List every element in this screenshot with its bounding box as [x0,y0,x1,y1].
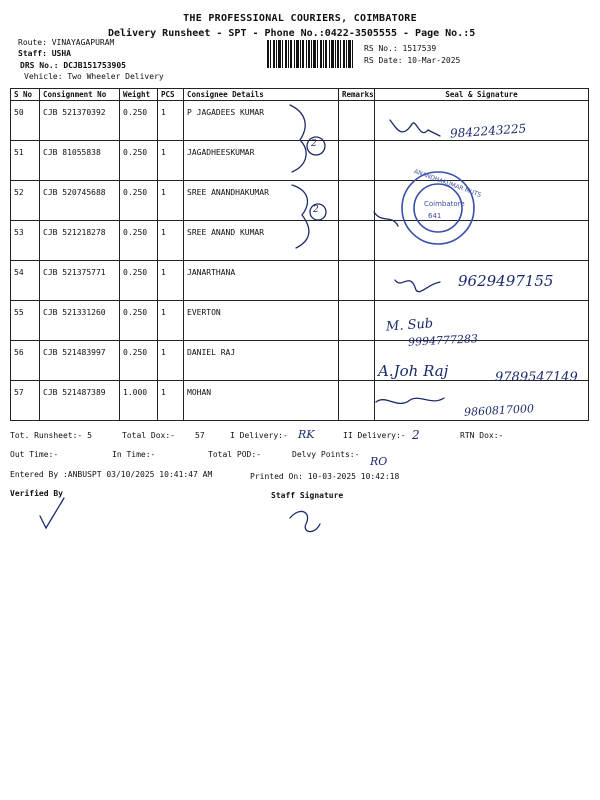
stamp-text: ANANDHAKUMAR MUTS [412,168,483,199]
staff: Staff: USHA [18,49,71,58]
cell-consignment: CJB 521483997 [40,341,120,381]
out-time-label: Out Time:- [10,450,59,459]
handwritten-phone-4: 9789547149 [495,370,578,385]
cell-seal-signature [375,221,589,261]
table-row [11,141,589,181]
col-weight: Weight [120,89,158,101]
col-sno: S No [11,89,40,101]
cell-sno: 53 [11,221,40,261]
ii-delivery-value: 2 [412,428,420,442]
rtn-dox-label: RTN Dox:- [460,431,504,440]
cell-pcs: 1 [158,341,184,381]
handwritten-phone-5: 9860817000 [463,402,535,419]
cell-weight: 0.250 [120,221,158,261]
entered-by: Entered By :ANBUSPT 03/10/2025 10:41:47 AM [10,470,213,479]
cell-sno: 52 [11,181,40,221]
in-time-label: In Time:- [112,450,156,459]
cell-pcs: 1 [158,261,184,301]
table-row [11,301,589,341]
handwritten-phone-2: 9629497155 [458,272,554,290]
cell-sno: 55 [11,301,40,341]
rs-date: RS Date: 10-Mar-2025 [364,56,461,65]
cell-consignment: CJB 521370392 [40,101,120,141]
cell-remarks [339,261,375,301]
handwritten-name-56: A.Joh Raj [378,362,449,380]
delvy-points-label: Delvy Points:- [292,450,360,459]
tot-runsheet: Tot. Runsheet:- 5 [10,431,92,440]
cell-pcs: 1 [158,301,184,341]
cell-weight: 0.250 [120,341,158,381]
cell-remarks [339,221,375,261]
cell-pcs: 1 [158,181,184,221]
vehicle: Vehicle: Two Wheeler Delivery [24,72,164,81]
cell-weight: 0.250 [120,141,158,181]
handwritten-phone-1: 9842243225 [449,121,527,141]
delvy-points-value: RO [370,455,388,468]
cell-remarks [339,301,375,341]
staff-signature-label: Staff Signature [271,491,344,500]
rs-number: RS No.: 1517539 [364,44,437,53]
stamp-pin: 641 [428,212,442,220]
staff-sign-mark [290,511,320,531]
cell-sno: 57 [11,381,40,421]
cell-sno: 51 [11,141,40,181]
printed-on: Printed On: 10-03-2025 10:42:18 [250,472,400,481]
cell-consignment: CJB 521331260 [40,301,120,341]
cell-weight: 0.250 [120,301,158,341]
cell-weight: 0.250 [120,261,158,301]
col-remarks: Remarks [339,89,375,101]
col-pcs: PCS [158,89,184,101]
cell-consignee: P JAGADEES KUMAR [184,101,339,141]
handwritten-mark-2b: 2 [313,205,319,215]
verified-by-label: Verified By [10,489,63,498]
cell-pcs: 1 [158,221,184,261]
stamp-city: Coimbatore [424,200,465,208]
col-seal-signature: Seal & Signature [375,89,589,101]
barcode [267,40,353,68]
cell-consignee: JAGADHEESKUMAR [184,141,339,181]
cell-consignee: JANARTHANA [184,261,339,301]
cell-remarks [339,181,375,221]
cell-consignment: CJB 521218278 [40,221,120,261]
i-delivery-value: RK [298,428,315,441]
cell-consignee: DANIEL RAJ [184,341,339,381]
route: Route: VINAYAGAPURAM [18,38,115,47]
cell-weight: 0.250 [120,181,158,221]
cell-consignee: MOHAN [184,381,339,421]
table-row [11,181,589,221]
cell-remarks [339,141,375,181]
cell-consignment: CJB 521487389 [40,381,120,421]
drs-number: DRS No.: DCJB151753905 [20,61,126,70]
cell-consignee: EVERTON [184,301,339,341]
runsheet-title: Delivery Runsheet - SPT - Phone No.:0422-3505555 - Page No.:5 [108,28,476,39]
cell-weight: 0.250 [120,101,158,141]
cell-consignment: CJB 81055838 [40,141,120,181]
verified-tick [40,498,64,528]
cell-weight: 1.000 [120,381,158,421]
handwritten-mark-2a: 2 [311,139,317,149]
col-consignment: Consignment No [40,89,120,101]
cell-remarks [339,381,375,421]
cell-sno: 50 [11,101,40,141]
cell-pcs: 1 [158,101,184,141]
cell-pcs: 1 [158,141,184,181]
cell-pcs: 1 [158,381,184,421]
cell-consignee: SREE ANANDHAKUMAR [184,181,339,221]
handwritten-note-55: M. Sub [385,316,434,335]
cell-remarks [339,101,375,141]
i-delivery-label: I Delivery:- [230,431,288,440]
total-dox-label: Total Dox:- [122,431,175,440]
cell-sno: 54 [11,261,40,301]
cell-consignee: SREE ANAND KUMAR [184,221,339,261]
company-name: THE PROFESSIONAL COURIERS, COIMBATORE [183,13,417,24]
col-consignee: Consignee Details [184,89,339,101]
table-row [11,221,589,261]
cell-remarks [339,341,375,381]
total-pod-label: Total POD:- [208,450,261,459]
cell-seal-signature [375,181,589,221]
table-header-row [11,89,589,101]
cell-consignment: CJB 521375771 [40,261,120,301]
cell-sno: 56 [11,341,40,381]
total-dox-value: 57 [195,431,205,440]
cell-consignment: CJB 520745688 [40,181,120,221]
handwritten-phone-3: 9994777283 [407,332,479,349]
ii-delivery-label: II Delivery:- [343,431,406,440]
cell-seal-signature [375,141,589,181]
